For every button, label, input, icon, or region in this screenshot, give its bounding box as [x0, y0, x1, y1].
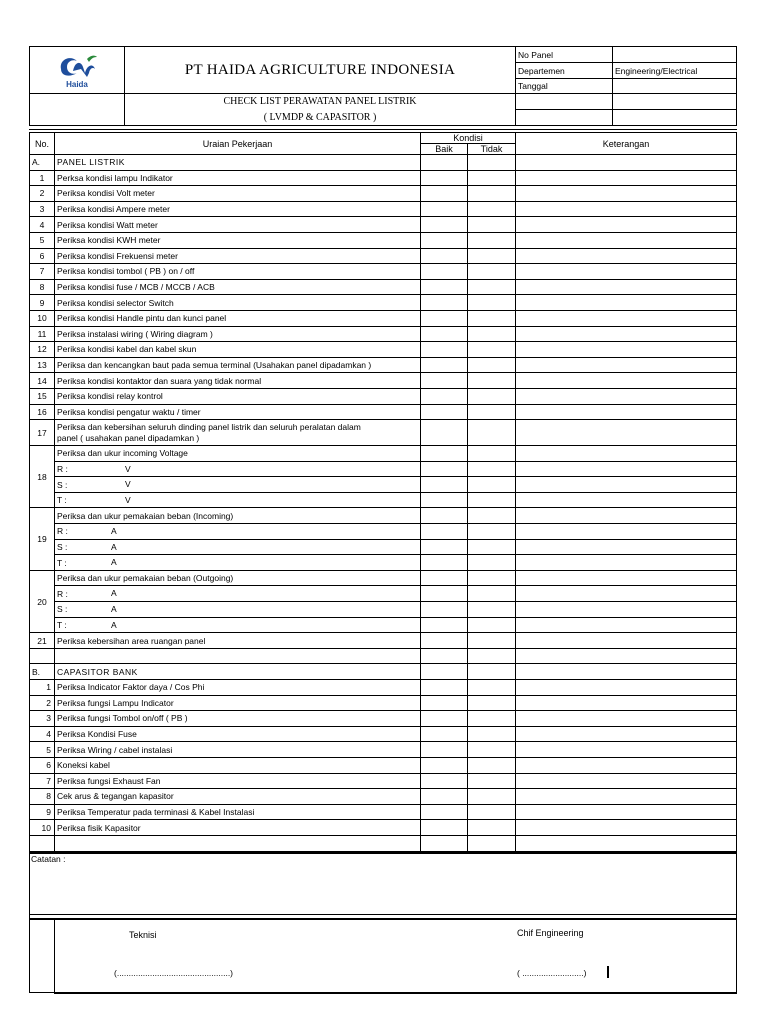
- item-no: 19: [30, 508, 55, 570]
- check-baik[interactable]: [421, 388, 468, 404]
- item-no: 20: [30, 570, 55, 632]
- item-text: Periksa Kondisi Fuse: [55, 726, 421, 742]
- chief-signature[interactable]: ( ..........................): [517, 967, 587, 978]
- phase-reading[interactable]: [55, 461, 421, 477]
- table-row: [30, 820, 737, 836]
- keterangan-cell[interactable]: [516, 446, 737, 462]
- check-baik[interactable]: [421, 186, 468, 202]
- check-tidak[interactable]: [468, 742, 516, 758]
- table-row: [30, 217, 737, 233]
- col-tidak: Tidak: [468, 144, 516, 155]
- item-no: 15: [30, 388, 55, 404]
- phase-label: R :: [57, 526, 68, 537]
- keterangan-cell[interactable]: [516, 264, 737, 280]
- section-a-rows: [30, 170, 737, 420]
- table-row: [30, 602, 737, 618]
- table-row: [30, 773, 737, 789]
- keterangan-cell[interactable]: [516, 773, 737, 789]
- check-tidak[interactable]: [468, 539, 516, 555]
- item-text: Periksa kondisi Watt meter: [55, 217, 421, 233]
- check-baik[interactable]: [421, 373, 468, 389]
- info-value[interactable]: Engineering/Electrical: [613, 63, 737, 78]
- check-tidak[interactable]: [468, 326, 516, 342]
- keterangan-cell[interactable]: [516, 633, 737, 649]
- phase-label: R :: [57, 463, 68, 474]
- table-row: [30, 446, 737, 462]
- catatan-label: Catatan :: [31, 853, 66, 864]
- check-tidak[interactable]: [468, 524, 516, 540]
- check-tidak[interactable]: [468, 773, 516, 789]
- phase-unit: A: [111, 541, 117, 552]
- phase-unit: A: [111, 604, 117, 615]
- check-baik[interactable]: [421, 295, 468, 311]
- form-subtitle: ( LVMDP & CAPASITOR ): [125, 110, 516, 126]
- keterangan-cell[interactable]: [516, 508, 737, 524]
- item-text: Periksa Temperatur pada terminasi & Kabel Instalasi: [55, 804, 421, 820]
- signature-area: [55, 919, 737, 993]
- check-tidak[interactable]: [468, 726, 516, 742]
- phase-label: R :: [57, 588, 68, 599]
- item-text: Periksa kondisi tombol ( PB ) on / off: [55, 264, 421, 280]
- keterangan-cell[interactable]: [516, 524, 737, 540]
- check-tidak[interactable]: [468, 217, 516, 233]
- phase-reading[interactable]: [55, 539, 421, 555]
- checklist-table: [29, 129, 737, 852]
- item-no: 7: [30, 264, 55, 280]
- check-tidak[interactable]: [468, 310, 516, 326]
- item-no: 1: [30, 680, 55, 696]
- check-baik[interactable]: [421, 477, 468, 493]
- table-row: [30, 264, 737, 280]
- teknisi-label: Teknisi: [129, 929, 157, 940]
- item-no: 10: [30, 820, 55, 836]
- col-kondisi: Kondisi: [421, 131, 516, 144]
- item-no: 2: [30, 695, 55, 711]
- check-tidak[interactable]: [468, 804, 516, 820]
- check-baik[interactable]: [421, 508, 468, 524]
- check-baik[interactable]: [421, 357, 468, 373]
- item-no: 7: [30, 773, 55, 789]
- table-row: [30, 695, 737, 711]
- check-tidak[interactable]: [468, 680, 516, 696]
- item-no: 8: [30, 279, 55, 295]
- item-text: Periksa fungsi Lampu Indicator: [55, 695, 421, 711]
- table-row: [30, 555, 737, 571]
- keterangan-cell[interactable]: [516, 310, 737, 326]
- item-text: Periksa Indicator Faktor daya / Cos Phi: [55, 680, 421, 696]
- check-tidak[interactable]: [468, 295, 516, 311]
- info-blank[interactable]: [613, 110, 737, 126]
- checklist-sheet: [29, 46, 736, 994]
- item-text: Periksa kondisi Volt meter: [55, 186, 421, 202]
- item-text: Periksa fisik Kapasitor: [55, 820, 421, 836]
- table-row: [30, 279, 737, 295]
- check-tidak[interactable]: [468, 248, 516, 264]
- check-baik[interactable]: [421, 773, 468, 789]
- item-text: Periksa kondisi Frekuensi meter: [55, 248, 421, 264]
- table-row: [30, 357, 737, 373]
- phase-unit: V: [125, 479, 131, 490]
- item-text: Cek arus & tegangan kapasitor: [55, 789, 421, 805]
- check-baik[interactable]: [421, 570, 468, 586]
- check-baik[interactable]: [421, 820, 468, 836]
- check-tidak[interactable]: [468, 232, 516, 248]
- item-text: Periksa fungsi Exhaust Fan: [55, 773, 421, 789]
- check-tidak[interactable]: [468, 404, 516, 420]
- phase-unit: V: [125, 463, 131, 474]
- keterangan-cell[interactable]: [516, 680, 737, 696]
- check-tidak[interactable]: [468, 477, 516, 493]
- item-no: 14: [30, 373, 55, 389]
- check-baik[interactable]: [421, 586, 468, 602]
- table-row: [30, 757, 737, 773]
- table-row: [30, 570, 737, 586]
- item17-line1: Periksa dan kebersihan seluruh dinding panel listrik dan seluruh peralatan dalam: [57, 421, 361, 432]
- check-tidak[interactable]: [468, 201, 516, 217]
- table-row: [30, 680, 737, 696]
- item-text: Periksa dan ukur pemakaian beban (Outgoing): [55, 570, 421, 586]
- teknisi-signature[interactable]: (................................................): [114, 967, 234, 978]
- table-row: [30, 508, 737, 524]
- item-no: 13: [30, 357, 55, 373]
- table-row: [30, 461, 737, 477]
- item-no: 5: [30, 232, 55, 248]
- check-baik[interactable]: [421, 248, 468, 264]
- check-baik[interactable]: [421, 170, 468, 186]
- haida-logo-icon: [47, 47, 107, 91]
- item-text: Periksa kondisi Ampere meter: [55, 201, 421, 217]
- check-tidak[interactable]: [468, 757, 516, 773]
- table-row: [30, 524, 737, 540]
- phase-reading[interactable]: [55, 586, 421, 602]
- check-baik[interactable]: [421, 461, 468, 477]
- table-row: [30, 789, 737, 805]
- item-text: Periksa dan ukur incoming Voltage: [55, 446, 421, 462]
- item-no: 21: [30, 633, 55, 649]
- check-tidak[interactable]: [468, 555, 516, 571]
- check-baik[interactable]: [421, 602, 468, 618]
- keterangan-cell[interactable]: [516, 789, 737, 805]
- item-no: 4: [30, 726, 55, 742]
- section-code: A.: [30, 155, 55, 171]
- item-text: Periksa kebersihan area ruangan panel: [55, 633, 421, 649]
- text-cursor: [607, 966, 609, 978]
- check-tidak[interactable]: [468, 602, 516, 618]
- phase-reading[interactable]: [55, 555, 421, 571]
- keterangan-cell[interactable]: [516, 461, 737, 477]
- check-baik[interactable]: [421, 757, 468, 773]
- phase-reading[interactable]: [55, 477, 421, 493]
- phase-label: T :: [57, 619, 67, 630]
- keterangan-cell[interactable]: [516, 295, 737, 311]
- check-tidak[interactable]: [468, 633, 516, 649]
- check-tidak[interactable]: [468, 461, 516, 477]
- item-no: 11: [30, 326, 55, 342]
- info-label: Tanggal: [516, 78, 613, 93]
- item-no: 17: [30, 420, 55, 446]
- col-keterangan: Keterangan: [516, 131, 737, 155]
- keterangan-cell[interactable]: [516, 602, 737, 618]
- keterangan-cell[interactable]: [516, 695, 737, 711]
- check-baik[interactable]: [421, 617, 468, 633]
- item-text: Periksa dan ukur pemakaian beban (Incoming): [55, 508, 421, 524]
- item-text: Periksa kondisi pengatur waktu / timer: [55, 404, 421, 420]
- item-text: Periksa kondisi relay kontrol: [55, 388, 421, 404]
- keterangan-cell[interactable]: [516, 726, 737, 742]
- table-row: [30, 711, 737, 727]
- table-row: [30, 342, 737, 358]
- table-row: [30, 492, 737, 508]
- check-tidak[interactable]: [468, 279, 516, 295]
- keterangan-cell[interactable]: [516, 539, 737, 555]
- check-baik[interactable]: [421, 232, 468, 248]
- info-blank[interactable]: [516, 110, 613, 126]
- table-row: [30, 201, 737, 217]
- check-baik[interactable]: [421, 404, 468, 420]
- check-tidak[interactable]: [468, 388, 516, 404]
- keterangan-cell[interactable]: [516, 201, 737, 217]
- table-row: [30, 373, 737, 389]
- table-row: [30, 586, 737, 602]
- table-row: [30, 388, 737, 404]
- check-baik[interactable]: [421, 201, 468, 217]
- table-row: [30, 539, 737, 555]
- item-text: Periksa kondisi kontaktor dan suara yang tidak normal: [55, 373, 421, 389]
- item-text: Koneksi kabel: [55, 757, 421, 773]
- keterangan-cell[interactable]: [516, 570, 737, 586]
- keterangan-cell[interactable]: [516, 820, 737, 836]
- check-baik[interactable]: [421, 264, 468, 280]
- check-baik[interactable]: [421, 804, 468, 820]
- table-row: [30, 295, 737, 311]
- item-text: Periksa fungsi Tombol on/off ( PB ): [55, 711, 421, 727]
- info-blank[interactable]: [613, 94, 737, 110]
- section-b-rows: [30, 680, 737, 836]
- keterangan-cell[interactable]: [516, 373, 737, 389]
- keterangan-cell[interactable]: [516, 404, 737, 420]
- check-baik[interactable]: [421, 695, 468, 711]
- keterangan-cell[interactable]: [516, 757, 737, 773]
- phase-label: T :: [57, 495, 67, 506]
- keterangan-cell[interactable]: [516, 326, 737, 342]
- item-text: Periksa Wiring / cabel instalasi: [55, 742, 421, 758]
- keterangan-cell[interactable]: [516, 492, 737, 508]
- check-baik[interactable]: [421, 789, 468, 805]
- check-baik[interactable]: [421, 524, 468, 540]
- check-tidak[interactable]: [468, 711, 516, 727]
- item-no: 4: [30, 217, 55, 233]
- item-text: Periksa kondisi fuse / MCB / MCCB / ACB: [55, 279, 421, 295]
- check-baik[interactable]: [421, 342, 468, 358]
- logo-spacer: [30, 94, 125, 126]
- check-tidak[interactable]: [468, 492, 516, 508]
- check-tidak[interactable]: [468, 508, 516, 524]
- check-tidak[interactable]: [468, 570, 516, 586]
- phase-reading[interactable]: [55, 524, 421, 540]
- info-value[interactable]: [613, 47, 737, 63]
- keterangan-cell[interactable]: [516, 420, 737, 446]
- check-baik[interactable]: [421, 539, 468, 555]
- table-row: [30, 326, 737, 342]
- table-row: [30, 248, 737, 264]
- info-label: Departemen: [516, 63, 613, 78]
- phase-unit: V: [125, 494, 131, 505]
- keterangan-cell[interactable]: [516, 477, 737, 493]
- keterangan-cell[interactable]: [516, 711, 737, 727]
- check-baik[interactable]: [421, 310, 468, 326]
- check-tidak[interactable]: [468, 186, 516, 202]
- catatan-box[interactable]: [30, 853, 737, 915]
- phase-label: S :: [57, 479, 68, 490]
- keterangan-cell[interactable]: [516, 170, 737, 186]
- company-logo: [30, 47, 125, 94]
- check-tidak[interactable]: [468, 357, 516, 373]
- keterangan-cell[interactable]: [516, 742, 737, 758]
- item-no: 16: [30, 404, 55, 420]
- check-baik[interactable]: [421, 680, 468, 696]
- info-label: No Panel: [516, 47, 613, 63]
- check-baik[interactable]: [421, 726, 468, 742]
- check-baik[interactable]: [421, 326, 468, 342]
- check-baik[interactable]: [421, 420, 468, 446]
- table-row: [30, 804, 737, 820]
- item-no: 18: [30, 446, 55, 508]
- col-no: No.: [30, 131, 55, 155]
- check-tidak[interactable]: [468, 586, 516, 602]
- col-baik: Baik: [421, 144, 468, 155]
- company-name: PT HAIDA AGRICULTURE INDONESIA: [125, 47, 516, 94]
- phase-unit: A: [111, 557, 117, 568]
- check-baik[interactable]: [421, 446, 468, 462]
- check-tidak[interactable]: [468, 695, 516, 711]
- item-no: 8: [30, 789, 55, 805]
- info-value[interactable]: [613, 78, 737, 93]
- phase-label: T :: [57, 557, 67, 568]
- keterangan-cell[interactable]: [516, 248, 737, 264]
- item-no: 2: [30, 186, 55, 202]
- keterangan-cell[interactable]: [516, 617, 737, 633]
- item-no: 3: [30, 711, 55, 727]
- keterangan-cell[interactable]: [516, 232, 737, 248]
- table-row: [30, 310, 737, 326]
- table-row: [30, 477, 737, 493]
- check-baik[interactable]: [421, 742, 468, 758]
- item-no: 12: [30, 342, 55, 358]
- table-row: [30, 232, 737, 248]
- table-row: [30, 186, 737, 202]
- check-tidak[interactable]: [468, 342, 516, 358]
- phase-label: S :: [57, 541, 68, 552]
- keterangan-cell[interactable]: [516, 357, 737, 373]
- item17-line2: panel ( usahakan panel dipadamkan ): [57, 432, 200, 443]
- keterangan-cell[interactable]: [516, 342, 737, 358]
- keterangan-cell[interactable]: [516, 217, 737, 233]
- table-row: [30, 742, 737, 758]
- col-uraian: Uraian Pekerjaan: [55, 131, 421, 155]
- keterangan-cell[interactable]: [516, 586, 737, 602]
- measurement-rows: [30, 446, 737, 633]
- table-row: [30, 726, 737, 742]
- check-tidak[interactable]: [468, 373, 516, 389]
- keterangan-cell[interactable]: [516, 804, 737, 820]
- item-no: 6: [30, 248, 55, 264]
- item-no: 5: [30, 742, 55, 758]
- keterangan-cell[interactable]: [516, 555, 737, 571]
- check-tidak[interactable]: [468, 420, 516, 446]
- info-blank[interactable]: [516, 94, 613, 110]
- item-no: 10: [30, 310, 55, 326]
- item-text: [55, 420, 421, 446]
- footer-table: [29, 852, 737, 994]
- item-no: 3: [30, 201, 55, 217]
- check-tidak[interactable]: [468, 789, 516, 805]
- header-table: [29, 46, 737, 126]
- check-baik[interactable]: [421, 633, 468, 649]
- keterangan-cell[interactable]: [516, 388, 737, 404]
- section-code: B.: [30, 664, 55, 680]
- item-text: Periksa kondisi KWH meter: [55, 232, 421, 248]
- keterangan-cell[interactable]: [516, 279, 737, 295]
- phase-unit: A: [111, 619, 117, 630]
- phase-reading[interactable]: [55, 617, 421, 633]
- chief-label: Chif Engineering: [517, 927, 584, 938]
- check-baik[interactable]: [421, 492, 468, 508]
- check-baik[interactable]: [421, 555, 468, 571]
- check-baik[interactable]: [421, 279, 468, 295]
- check-tidak[interactable]: [468, 446, 516, 462]
- phase-unit: A: [111, 526, 117, 537]
- phase-unit: A: [111, 588, 117, 599]
- item-text: Periksa kondisi kabel dan kabel skun: [55, 342, 421, 358]
- item-no: 9: [30, 295, 55, 311]
- section-title: CAPASITOR BANK: [55, 664, 421, 680]
- table-row: [30, 404, 737, 420]
- item-no: 9: [30, 804, 55, 820]
- check-tidak[interactable]: [468, 170, 516, 186]
- keterangan-cell[interactable]: [516, 186, 737, 202]
- item-text: Periksa kondisi Handle pintu dan kunci panel: [55, 310, 421, 326]
- table-row: [30, 617, 737, 633]
- form-title: CHECK LIST PERAWATAN PANEL LISTRIK: [125, 94, 516, 110]
- logo-text: Haida: [66, 80, 88, 89]
- phase-reading[interactable]: [55, 602, 421, 618]
- item-text: Perksa kondisi lampu Indikator: [55, 170, 421, 186]
- check-tidak[interactable]: [468, 264, 516, 280]
- item-text: Periksa kondisi selector Switch: [55, 295, 421, 311]
- phase-reading[interactable]: [55, 492, 421, 508]
- item-no: 6: [30, 757, 55, 773]
- section-title: PANEL LISTRIK: [55, 155, 421, 171]
- item-no: 1: [30, 170, 55, 186]
- check-baik[interactable]: [421, 711, 468, 727]
- table-row: [30, 170, 737, 186]
- item-text: Periksa dan kencangkan baut pada semua terminal (Usahakan panel dipadamkan ): [55, 357, 421, 373]
- check-tidak[interactable]: [468, 820, 516, 836]
- phase-label: S :: [57, 604, 68, 615]
- item-text: Periksa instalasi wiring ( Wiring diagram ): [55, 326, 421, 342]
- check-baik[interactable]: [421, 217, 468, 233]
- check-tidak[interactable]: [468, 617, 516, 633]
